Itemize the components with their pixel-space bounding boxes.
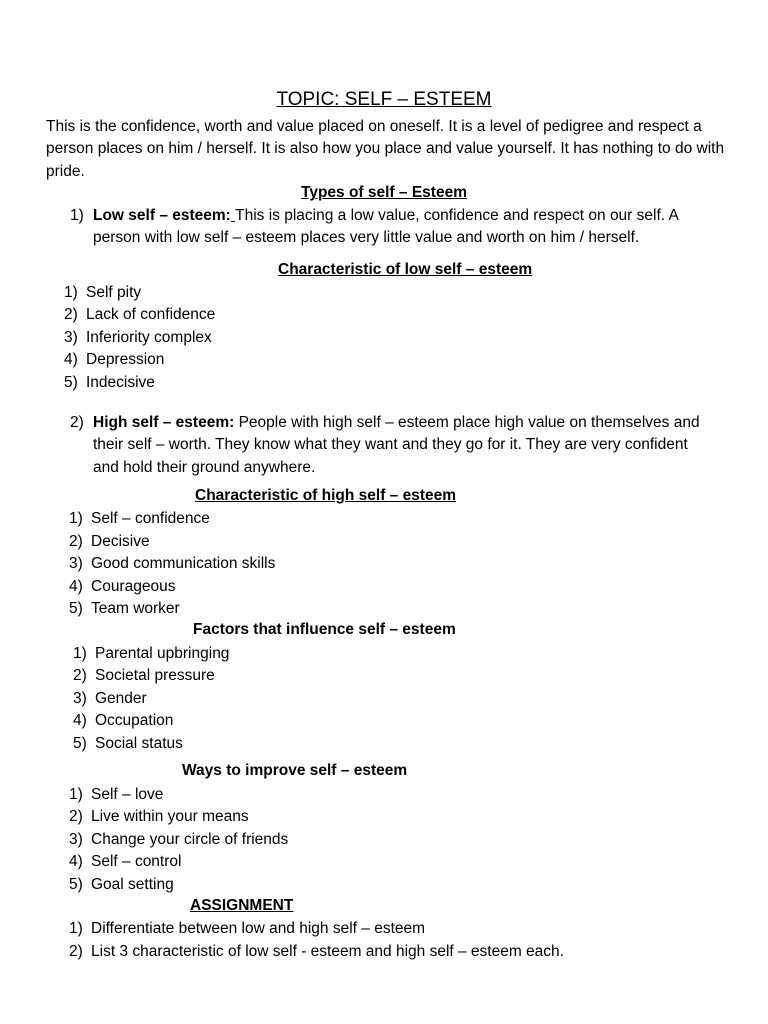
high-esteem-text	[93, 412, 713, 479]
high-esteem-term: High self – esteem:	[93, 414, 235, 431]
list-item: 1) Parental upbringing	[73, 645, 230, 662]
list-item: 4) Courageous	[69, 578, 176, 595]
assignment-heading: ASSIGNMENT	[190, 897, 294, 914]
ways-heading: Ways to improve self – esteem	[182, 762, 408, 779]
low-esteem-text	[93, 205, 713, 250]
list-number: 2)	[70, 414, 84, 431]
list-item: 2) Decisive	[69, 533, 150, 550]
list-item: 3) Gender	[73, 690, 147, 707]
list-item: 5) Team worker	[69, 600, 180, 617]
low-char-heading: Characteristic of low self – esteem	[278, 261, 533, 278]
intro-paragraph: This is the confidence, worth and value placed on oneself. It is a level of pedigree and respect a person places on him / herself. It is also how you place and value yourself. It has nothing to do with pride.	[46, 118, 725, 180]
list-item: 5) Goal setting	[69, 876, 174, 893]
high-esteem-description: People with high self – esteem place high value on themselves and their self – worth. They know what they want and they go for it. They are very confident and hold their ground anywhere.	[93, 414, 700, 476]
high-esteem-item	[70, 412, 730, 480]
list-item: 1) Self – love	[69, 786, 164, 803]
types-heading: Types of self – Esteem	[301, 184, 467, 201]
low-esteem-description: This is placing a low value, confidence and respect on our self. A person with low self – esteem places very little value and worth on him / herself.	[93, 207, 679, 247]
page-title: TOPIC: SELF – ESTEEM	[276, 89, 492, 110]
list-item: 1) Self pity	[64, 284, 142, 301]
low-esteem-item	[70, 205, 730, 251]
list-item: 1) Self – confidence	[69, 510, 210, 527]
list-item: 2) Lack of confidence	[64, 306, 216, 323]
list-item: 3) Good communication skills	[69, 555, 276, 572]
factors-heading: Factors that influence self – esteem	[193, 621, 456, 638]
list-item: 2) Live within your means	[69, 808, 249, 825]
high-char-heading: Characteristic of high self – esteem	[195, 487, 457, 504]
list-item: 5) Indecisive	[64, 374, 155, 391]
list-item: 4) Self – control	[69, 853, 182, 870]
list-item: 4) Occupation	[73, 712, 174, 729]
list-item: 2) Societal pressure	[73, 667, 215, 684]
list-item: 4) Depression	[64, 351, 165, 368]
list-item: 1) Differentiate between low and high self – esteem	[69, 920, 426, 937]
list-item: 3) Change your circle of friends	[69, 831, 289, 848]
list-item: 2) List 3 characteristic of low self - esteem and high self – esteem each.	[69, 943, 564, 960]
list-number: 1)	[70, 207, 84, 224]
list-item: 5) Social status	[73, 735, 183, 752]
list-item: 3) Inferiority complex	[64, 329, 212, 346]
low-esteem-term: Low self – esteem:	[93, 207, 231, 224]
